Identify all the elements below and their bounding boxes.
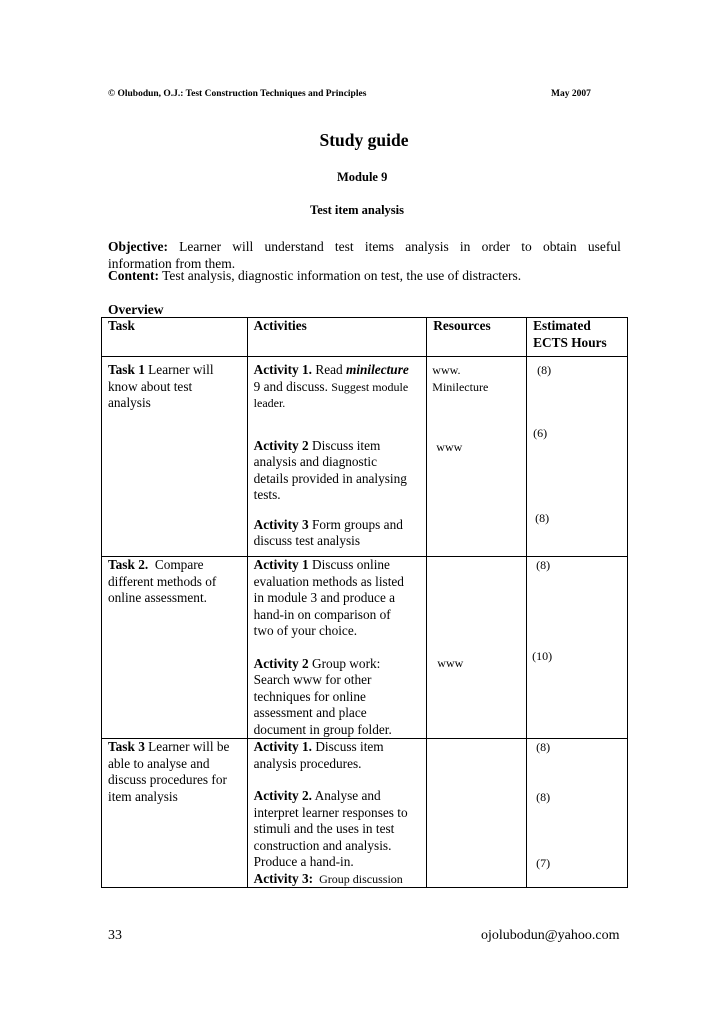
task1-hours3: (8) [535, 511, 550, 525]
table-row-task2 [102, 557, 628, 739]
objective-word: understand [264, 239, 324, 254]
page-subtitle: Test item analysis [310, 203, 404, 217]
activity-text: construction and analysis. [253, 837, 392, 853]
header-hours-line1: Estimated [533, 318, 591, 333]
objective-word: items [364, 239, 395, 254]
activity-text: document in group folder. [253, 721, 392, 737]
page-number: 33 [108, 928, 122, 943]
table-header-row [102, 318, 628, 357]
task2-hours-cell [527, 557, 628, 739]
objective-word: Learner [179, 239, 222, 254]
activity-label: Activity 1. [253, 739, 312, 754]
activity-label: Activity 2 [253, 437, 309, 453]
activity-text: Discuss item [308, 437, 381, 453]
objective-word: obtain [542, 239, 577, 254]
task3-hours-cell [527, 739, 628, 888]
task3-hours1: (8) [536, 740, 551, 754]
task2-activity2 [248, 640, 427, 739]
activity-text: Analyse and [312, 788, 381, 803]
running-header-date: May 2007 [551, 89, 591, 99]
header-task [102, 318, 248, 357]
study-guide-table [101, 317, 628, 888]
activity-text: Search www for other [253, 672, 372, 687]
running-header-title: © Olubodun, O.J.: Test Construction Techniques and Principles [108, 89, 367, 99]
task1-activities-cell [247, 357, 427, 557]
resource-text: Minilecture [432, 379, 489, 394]
header-resources [427, 318, 527, 357]
task2-hours2: (10) [532, 648, 553, 663]
task3-text: discuss procedures for [108, 772, 227, 787]
table-row-task1 [102, 357, 628, 557]
activity-text: evaluation methods as listed [253, 573, 404, 589]
activity-text: two of your choice. [253, 623, 358, 638]
task1-resources-cell [427, 357, 527, 557]
resource-text: www. [432, 363, 461, 377]
page-title: Study guide [319, 130, 409, 150]
objective-word: order [481, 239, 511, 254]
task3-label: Task 3 [108, 739, 145, 754]
activity-text: tests. [253, 487, 281, 502]
task1-hours-cell [527, 357, 628, 557]
activity-text: Read [312, 362, 346, 377]
content-text: Test analysis, diagnostic information on test, the use of distracters. [159, 268, 522, 283]
header-task-label: Task [108, 318, 135, 333]
task3-activity1 [248, 739, 427, 772]
activity-text: Produce a hand-in. [253, 854, 354, 869]
activity-text: in module 3 and produce a [253, 590, 396, 605]
task2-text: online assessment. [108, 590, 207, 605]
objective-line-1 [108, 238, 621, 255]
task3-cell [102, 739, 248, 888]
task3-text: item analysis [108, 788, 178, 804]
activity-label: Activity 1 [253, 557, 309, 572]
activity-text: Group discussion [313, 871, 403, 886]
activity-text: discuss test analysis [253, 533, 361, 548]
activity-text: Discuss item [312, 739, 384, 754]
header-activities-label: Activities [253, 318, 307, 333]
task3-hours3: (7) [536, 856, 551, 870]
task2-activities-cell [247, 557, 427, 739]
task3-hours2: (8) [536, 789, 551, 804]
task2-resource2: www [437, 656, 464, 670]
objective-label: Objective: [108, 239, 168, 254]
task1-cell [102, 357, 248, 557]
task2-text: different methods of [108, 573, 217, 589]
module-label: Module 9 [337, 170, 388, 184]
activity-label: Activity 2 [253, 655, 309, 671]
task1-resource1 [427, 357, 526, 395]
objective-paragraph [108, 238, 621, 272]
task1-hours2: (6) [533, 425, 548, 440]
activity-text: hand-in on comparison of [253, 606, 391, 622]
header-hours [527, 318, 628, 357]
activity-text: Suggest module [331, 379, 409, 394]
task2-resources-cell [427, 557, 527, 739]
activity-text: techniques for online [253, 688, 366, 704]
header-activities [247, 318, 427, 357]
objective-word: to [521, 239, 532, 254]
task3-activity2 [248, 772, 427, 871]
task1-hours1: (8) [537, 363, 552, 377]
content-label: Content: [108, 268, 159, 283]
task1-resource2: www [436, 440, 463, 454]
objective-line-2: information from them. [108, 256, 236, 271]
activity-text: Discuss online [308, 557, 390, 572]
task1-activity2 [248, 412, 427, 504]
task1-activity3 [248, 504, 427, 550]
task3-text: able to analyse and [108, 755, 210, 771]
task2-cell [102, 557, 248, 739]
header-hours-line2: ECTS Hours [533, 334, 607, 350]
objective-word: test [334, 239, 354, 254]
activity-text: Group work: [308, 655, 381, 671]
overview-heading: Overview [108, 302, 164, 317]
task3-resources-cell [427, 739, 527, 888]
objective-word: useful [587, 239, 621, 254]
task1-text: analysis [108, 395, 151, 410]
activity-label: Activity 1. [253, 362, 312, 377]
activity-label: Activity 3: [253, 870, 314, 886]
task1-text: Learner will [144, 362, 214, 377]
task2-hours1: (8) [536, 558, 551, 572]
activity-text: assessment and place [253, 705, 367, 720]
activity-text: stimuli and the uses in test [253, 821, 395, 836]
task1-text: know about test [108, 378, 193, 394]
content-paragraph [108, 268, 628, 284]
objective-word: will [232, 239, 254, 254]
objective-word: in [459, 239, 471, 254]
activity-text: analysis procedures. [253, 755, 362, 771]
task2-text: Compare [148, 557, 204, 572]
task3-text: Learner will be [144, 739, 230, 754]
objective-word: analysis [405, 239, 449, 254]
activity-label: Activity 2. [253, 788, 312, 803]
task1-label: Task 1 [108, 362, 145, 377]
table-row-task3 [102, 739, 628, 888]
task3-activities-cell [247, 739, 427, 888]
activity-label: Activity 3 [253, 516, 309, 532]
task1-activity1 [248, 357, 427, 412]
task3-activity3 [248, 871, 427, 888]
activity-text: Form groups and [308, 516, 403, 532]
activity-emphasis: minilecture [345, 362, 409, 377]
activity-text: interpret learner responses to [253, 804, 408, 820]
author-email: ojolubodun@yahoo.com [481, 928, 620, 943]
task2-label: Task 2. [108, 557, 149, 572]
activity-text: details provided in analysing [253, 470, 407, 486]
activity-text: 9 and discuss. [253, 378, 332, 394]
activity-text: leader. [253, 396, 286, 410]
header-resources-label: Resources [433, 318, 491, 333]
activity-text: analysis and diagnostic [253, 454, 377, 469]
task2-activity1 [248, 557, 427, 640]
